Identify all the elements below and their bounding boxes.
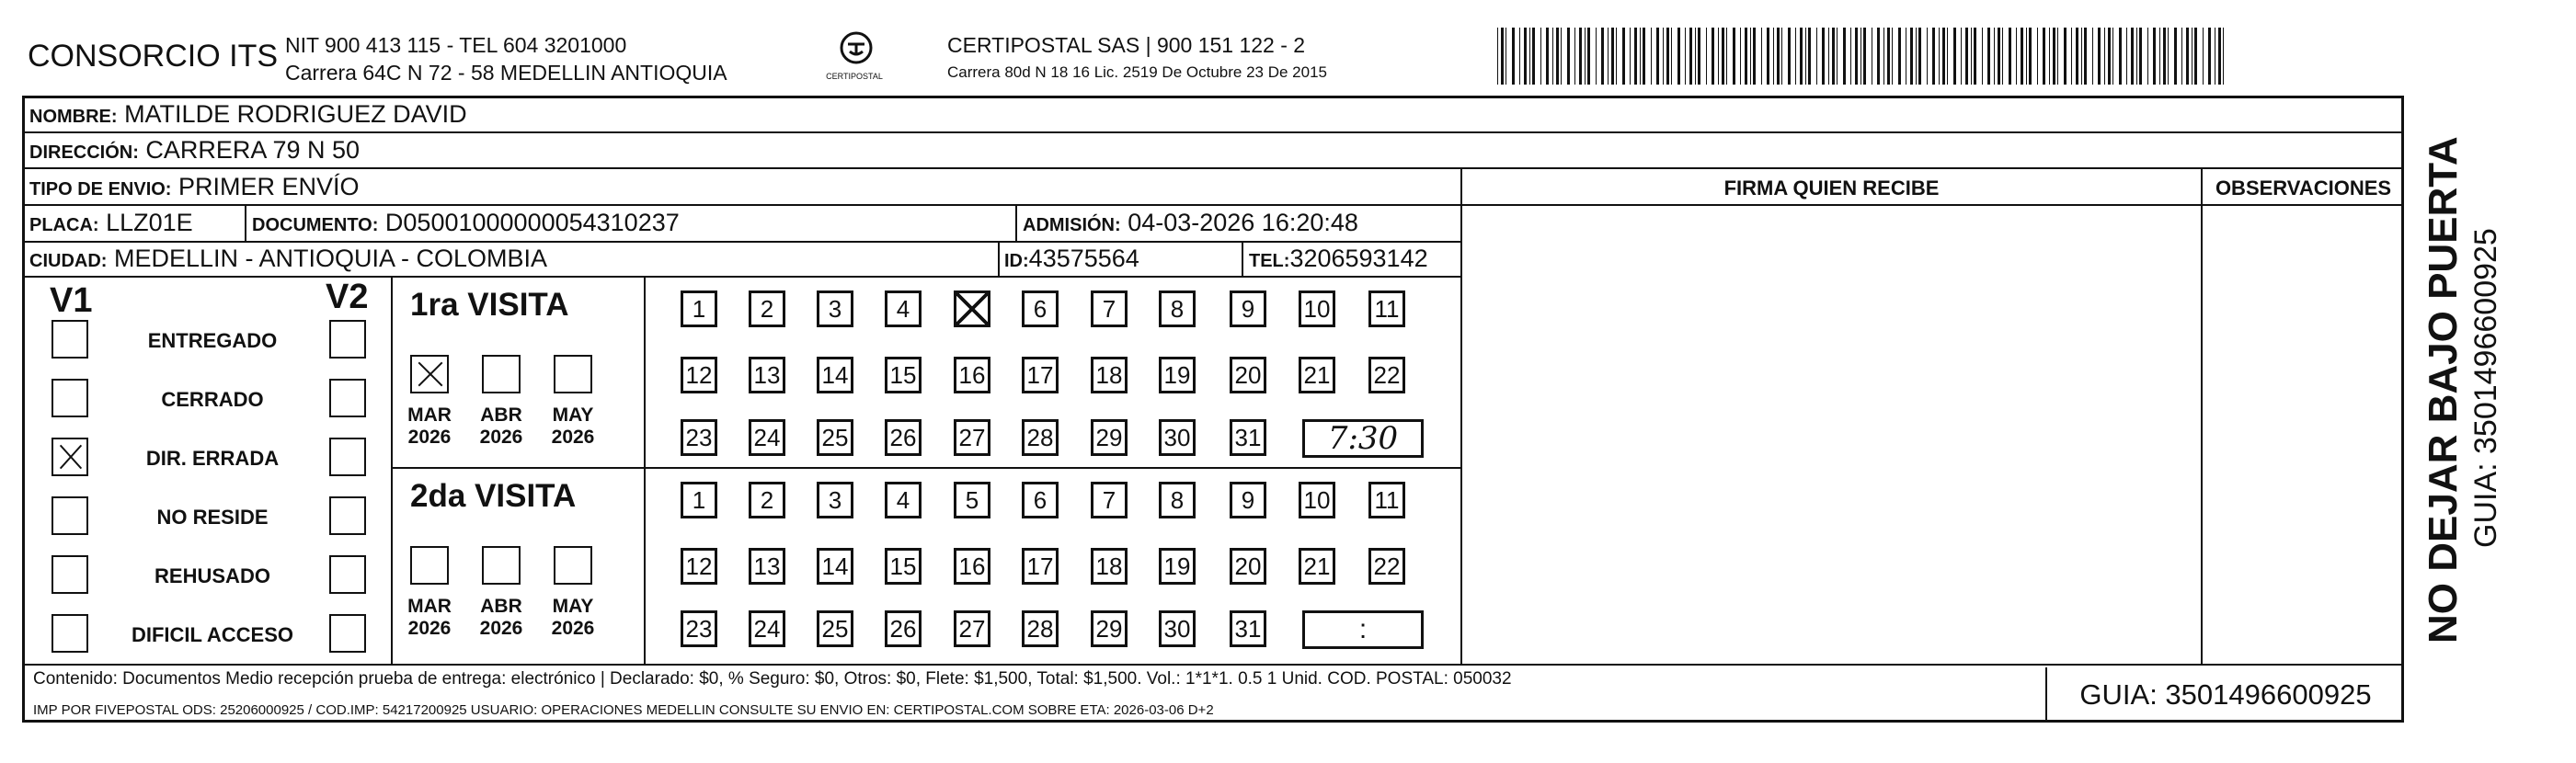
barcode-bar — [1745, 28, 1747, 85]
day-box[interactable]: 23 — [681, 419, 717, 456]
day-box[interactable]: 6 — [1022, 290, 1059, 327]
barcode-bar — [1524, 28, 1527, 85]
barcode-bar — [1651, 28, 1652, 85]
day-box[interactable]: 14 — [817, 357, 853, 393]
status-label: DIFICIL ACCESO — [131, 623, 293, 646]
barcode-bar — [1843, 28, 1846, 85]
month-label: MAY 2026 — [551, 596, 595, 639]
day-box[interactable]: 20 — [1230, 357, 1266, 393]
barcode-bar — [2043, 28, 2045, 85]
day-box[interactable]: 30 — [1159, 419, 1196, 456]
barcode-bar — [1953, 28, 1956, 85]
barcode-bar — [2186, 28, 2189, 85]
day-box[interactable]: 24 — [749, 419, 785, 456]
barcode-bar — [1689, 28, 1692, 85]
barcode-bar — [1712, 28, 1714, 85]
barcode-bar — [1733, 28, 1735, 85]
day-box[interactable]: 16 — [954, 548, 990, 585]
status-label: CERRADO — [161, 388, 264, 411]
id-row — [1004, 245, 1139, 273]
observaciones-header: OBSERVACIONES — [2215, 177, 2392, 199]
day-box[interactable]: 12 — [681, 548, 717, 585]
barcode-bar — [1910, 28, 1913, 85]
barcode-bar — [1671, 28, 1672, 85]
signature-area[interactable] — [1464, 206, 2198, 662]
barcode-bar — [2002, 28, 2003, 85]
barcode-bar — [1579, 28, 1582, 85]
day-box[interactable]: 30 — [1159, 610, 1196, 647]
barcode-bar — [1519, 28, 1520, 85]
ciudad-value: MEDELLIN - ANTIOQUIA - COLOMBIA — [113, 245, 548, 272]
id-label: ID: — [1004, 251, 1029, 271]
day-box[interactable]: 2 — [749, 482, 785, 518]
day-box[interactable]: 25 — [817, 610, 853, 647]
barcode-bar — [1666, 28, 1669, 85]
status-v1-checkbox[interactable] — [52, 438, 88, 476]
company-nit: NIT 900 413 115 - TEL 604 3201000 — [285, 33, 627, 57]
status-v2-checkbox[interactable] — [329, 379, 366, 417]
barcode-bar — [1622, 28, 1625, 85]
barcode-bar — [1832, 28, 1835, 85]
month-checkbox[interactable] — [554, 546, 592, 585]
barcode-bar — [1795, 28, 1796, 85]
footer-imp-line: IMP POR FIVEPOSTAL ODS: 25206000925 / COD.IMP: 54217200925 USUARIO: OPERACIONES MEDELLIN CONSULTE SU ENVIO EN: CERTIPOSTAL.COM SOBRE ETA: 2026-03-06 D+2 — [33, 702, 1214, 718]
day-box[interactable]: 23 — [681, 610, 717, 647]
barcode-bar — [1640, 28, 1641, 85]
barcode-bar — [1773, 28, 1774, 85]
day-box[interactable]: 8 — [1159, 290, 1196, 327]
barcode-bar — [2218, 28, 2221, 85]
barcode-bar — [1497, 28, 1498, 85]
barcode-bar — [2139, 28, 2142, 85]
day-box[interactable]: 18 — [1091, 357, 1128, 393]
barcode-bar — [1596, 28, 1597, 85]
barcode-bar — [1987, 28, 1990, 85]
day-box[interactable]: 6 — [1022, 482, 1059, 518]
side-warning: NO DEJAR BAJO PUERTA — [2421, 136, 2466, 643]
day-box[interactable]: 9 — [1230, 482, 1266, 518]
day-box[interactable]: 2 — [749, 290, 785, 327]
month-label: MAR 2026 — [407, 404, 452, 448]
day-box[interactable]: 27 — [954, 419, 990, 456]
barcode-bar — [1927, 28, 1928, 85]
day-box[interactable]: 16 — [954, 357, 990, 393]
day-box[interactable]: 1 — [681, 290, 717, 327]
barcode-bar — [1685, 28, 1686, 85]
barcode-bar — [1994, 28, 1995, 85]
documento-row — [252, 209, 680, 237]
barcode-bar — [1512, 28, 1515, 85]
footer-content-line: Contenido: Documentos Medio recepción prueba de entrega: electrónico | Declarado: $0, % Seguro: $0, Otros: $0, Flete: $1,500, Total: $1,500. Vol.: 1*1*1. 0.5 1 Unid. COD. POSTAL: 050032 — [33, 669, 1512, 689]
month-label: ABR 2026 — [479, 596, 523, 639]
barcode-bar — [2168, 28, 2169, 85]
placa-value: LLZ01E — [106, 209, 193, 236]
month-checkbox[interactable] — [554, 355, 592, 393]
day-box[interactable]: 28 — [1022, 610, 1059, 647]
barcode-bar — [1722, 28, 1724, 85]
day-box[interactable]: 12 — [681, 357, 717, 393]
day-box[interactable]: 29 — [1091, 419, 1128, 456]
day-box[interactable]: 15 — [885, 548, 922, 585]
barcode-bar — [1805, 28, 1806, 85]
visit-time-field[interactable]: : — [1302, 610, 1424, 649]
day-box[interactable]: 18 — [1091, 548, 1128, 585]
status-label: DIR. ERRADA — [145, 447, 280, 470]
barcode-bar — [1860, 28, 1861, 85]
certipostal-name: CERTIPOSTAL SAS | 900 151 122 - 2 — [947, 33, 1306, 57]
barcode-bar — [2126, 28, 2127, 85]
barcode-bar — [2026, 28, 2027, 85]
barcode-bar — [1634, 28, 1637, 85]
status-v1-checkbox[interactable] — [52, 320, 88, 359]
day-box[interactable]: 19 — [1159, 548, 1196, 585]
barcode-bar — [2174, 28, 2177, 85]
barcode-bar — [2147, 28, 2148, 85]
barcode-bar — [2037, 28, 2038, 85]
barcode-bar — [1567, 28, 1570, 85]
tel-value: 3206593142 — [1289, 245, 1428, 272]
barcode-bar — [1887, 28, 1890, 85]
barcode-bar — [2119, 28, 2122, 85]
barcode-bar — [1740, 28, 1741, 85]
day-box[interactable]: 31 — [1230, 610, 1266, 647]
company-address: Carrera 64C N 72 - 58 MEDELLIN ANTIOQUIA — [285, 61, 727, 85]
barcode-bar — [2029, 28, 2032, 85]
barcode-bar — [2084, 28, 2087, 85]
observations-area[interactable] — [2204, 206, 2402, 662]
side-guia: GUIA: 3501496600925 — [2468, 228, 2503, 548]
barcode-bar — [1883, 28, 1884, 85]
barcode-bar — [2181, 28, 2182, 85]
status-label: ENTREGADO — [147, 329, 278, 352]
status-label: NO RESIDE — [156, 506, 269, 529]
day-box[interactable]: 3 — [817, 482, 853, 518]
day-box[interactable]: 3 — [817, 290, 853, 327]
barcode-bar — [1942, 28, 1945, 85]
visit-title: 2da VISITA — [410, 478, 577, 514]
barcode-bar — [1677, 28, 1680, 85]
barcode-bar — [1698, 28, 1700, 85]
barcode-bar — [1643, 28, 1645, 85]
admision-row — [1023, 209, 1358, 237]
barcode-bar — [1777, 28, 1780, 85]
status-v1-checkbox[interactable] — [52, 614, 88, 653]
barcode-bar — [1877, 28, 1880, 85]
nombre-value: MATILDE RODRIGUEZ DAVID — [124, 100, 467, 128]
barcode-bar — [1808, 28, 1811, 85]
placa-label: PLACA: — [29, 215, 99, 235]
day-box[interactable] — [954, 290, 990, 327]
barcode-bar — [1837, 28, 1838, 85]
barcode — [1497, 28, 2229, 85]
barcode-bar — [2071, 28, 2072, 85]
barcode-bar — [1663, 28, 1664, 85]
barcode-bar — [2108, 28, 2111, 85]
documento-label: DOCUMENTO: — [252, 215, 379, 235]
day-box[interactable]: 10 — [1299, 482, 1335, 518]
month-label: MAY 2026 — [551, 404, 595, 448]
day-box[interactable]: 22 — [1368, 357, 1405, 393]
direccion-label: DIRECCIÓN: — [29, 142, 139, 163]
status-v2-checkbox[interactable] — [329, 320, 366, 359]
ciudad-label: CIUDAD: — [29, 251, 108, 271]
company-info — [285, 31, 727, 86]
barcode-bar — [1918, 28, 1921, 85]
day-box[interactable]: 1 — [681, 482, 717, 518]
day-box[interactable]: 17 — [1022, 357, 1059, 393]
admision-label: ADMISIÓN: — [1023, 215, 1121, 235]
barcode-bar — [1916, 28, 1917, 85]
status-label: REHUSADO — [155, 564, 270, 587]
barcode-bar — [2081, 28, 2082, 85]
direccion-row — [29, 136, 360, 165]
barcode-bar — [2131, 28, 2134, 85]
certipostal-info — [947, 31, 1327, 86]
barcode-bar — [2153, 28, 2156, 85]
firma-header: FIRMA QUIEN RECIBE — [1723, 177, 1940, 199]
documento-value: D05001000000054310237 — [384, 209, 680, 236]
barcode-bar — [2049, 28, 2050, 85]
barcode-bar — [1726, 28, 1727, 85]
day-box[interactable]: 17 — [1022, 548, 1059, 585]
placa-row — [29, 209, 193, 237]
barcode-bar — [2203, 28, 2204, 85]
barcode-bar — [1998, 28, 2000, 85]
barcode-bar — [1611, 28, 1614, 85]
barcode-bar — [2053, 28, 2055, 85]
day-box[interactable]: 14 — [817, 548, 853, 585]
barcode-bar — [1822, 28, 1825, 85]
day-box[interactable]: 22 — [1368, 548, 1405, 585]
barcode-bar — [1601, 28, 1604, 85]
barcode-bar — [1816, 28, 1817, 85]
barcode-bar — [1546, 28, 1549, 85]
day-box[interactable]: 31 — [1230, 419, 1266, 456]
tipo-envio-label: TIPO DE ENVIO: — [29, 179, 172, 199]
barcode-bar — [1781, 28, 1782, 85]
barcode-bar — [1750, 28, 1751, 85]
barcode-bar — [1971, 28, 1972, 85]
barcode-bar — [2092, 28, 2093, 85]
barcode-bar — [1587, 28, 1590, 85]
v2-header: V2 — [326, 278, 369, 316]
barcode-bar — [1552, 28, 1553, 85]
guia-number: GUIA: 3501496600925 — [2045, 667, 2404, 723]
barcode-bar — [1892, 28, 1893, 85]
day-box[interactable]: 10 — [1299, 290, 1335, 327]
day-box[interactable]: 7 — [1091, 482, 1128, 518]
barcode-bar — [1767, 28, 1769, 85]
barcode-bar — [1753, 28, 1756, 85]
barcode-bar — [1718, 28, 1719, 85]
barcode-bar — [1501, 28, 1504, 85]
barcode-bar — [1706, 28, 1707, 85]
day-box[interactable]: 27 — [954, 610, 990, 647]
barcode-bar — [1788, 28, 1791, 85]
barcode-bar — [1947, 28, 1948, 85]
day-box[interactable]: 5 — [954, 482, 990, 518]
direccion-value: CARRERA 79 N 50 — [145, 136, 361, 164]
day-box[interactable]: 24 — [749, 610, 785, 647]
tel-row — [1249, 245, 1428, 273]
barcode-bar — [1574, 28, 1575, 85]
barcode-bar — [1974, 28, 1976, 85]
barcode-bar — [1561, 28, 1562, 85]
barcode-bar — [2057, 28, 2058, 85]
day-box[interactable]: 21 — [1299, 357, 1335, 393]
day-box[interactable]: 7 — [1091, 290, 1128, 327]
month-checkbox[interactable] — [482, 355, 521, 393]
month-label: MAR 2026 — [407, 596, 452, 639]
day-box[interactable]: 4 — [885, 290, 922, 327]
visit-title: 1ra VISITA — [410, 287, 569, 323]
barcode-bar — [1898, 28, 1901, 85]
barcode-bar — [1695, 28, 1696, 85]
status-v2-checkbox[interactable] — [329, 438, 366, 476]
day-box[interactable]: 8 — [1159, 482, 1196, 518]
day-box[interactable]: 20 — [1230, 548, 1266, 585]
barcode-bar — [2064, 28, 2067, 85]
barcode-bar — [1616, 28, 1617, 85]
barcode-bar — [1855, 28, 1858, 85]
barcode-bar — [1828, 28, 1829, 85]
tipo-envio-value: PRIMER ENVÍO — [177, 173, 360, 200]
status-v2-checkbox[interactable] — [329, 614, 366, 653]
company-name: CONSORCIO ITS — [28, 39, 279, 74]
day-box[interactable]: 11 — [1368, 290, 1405, 327]
day-box[interactable]: 13 — [749, 548, 785, 585]
certipostal-license: Carrera 80d N 18 16 Lic. 2519 De Octubre 23 De 2015 — [947, 63, 1327, 81]
barcode-bar — [2021, 28, 2023, 85]
v1-header: V1 — [50, 281, 93, 320]
status-v2-checkbox[interactable] — [329, 555, 366, 594]
barcode-bar — [2112, 28, 2113, 85]
tel-label: TEL: — [1249, 251, 1290, 271]
barcode-bar — [2009, 28, 2011, 85]
nombre-row — [29, 100, 467, 129]
day-box[interactable]: 26 — [885, 610, 922, 647]
barcode-bar — [1532, 28, 1535, 85]
month-checkbox[interactable] — [410, 546, 449, 585]
status-v1-checkbox[interactable] — [52, 496, 88, 535]
barcode-bar — [1965, 28, 1968, 85]
day-box[interactable]: 11 — [1368, 482, 1405, 518]
barcode-bar — [1529, 28, 1530, 85]
barcode-bar — [1932, 28, 1935, 85]
barcode-bar — [1761, 28, 1762, 85]
barcode-bar — [1630, 28, 1631, 85]
barcode-bar — [2163, 28, 2166, 85]
barcode-bar — [2136, 28, 2137, 85]
barcode-bar — [1656, 28, 1659, 85]
barcode-bar — [1608, 28, 1609, 85]
barcode-bar — [1800, 28, 1803, 85]
id-value: 43575564 — [1028, 245, 1139, 272]
barcode-bar — [2098, 28, 2101, 85]
logo-caption: CERTIPOSTAL — [826, 72, 883, 81]
admision-value: 04-03-2026 16:20:48 — [1128, 209, 1358, 236]
day-box[interactable]: 13 — [749, 357, 785, 393]
month-checkbox[interactable] — [482, 546, 521, 585]
month-label: ABR 2026 — [479, 404, 523, 448]
barcode-bar — [2104, 28, 2105, 85]
nombre-label: NOMBRE: — [29, 107, 118, 127]
day-box[interactable]: 4 — [885, 482, 922, 518]
barcode-bar — [1850, 28, 1851, 85]
day-box[interactable]: 28 — [1022, 419, 1059, 456]
barcode-bar — [1939, 28, 1940, 85]
barcode-bar — [1556, 28, 1559, 85]
barcode-bar — [2016, 28, 2017, 85]
barcode-bar — [1585, 28, 1586, 85]
day-box[interactable]: 9 — [1230, 290, 1266, 327]
barcode-bar — [1961, 28, 1962, 85]
barcode-bar — [2159, 28, 2160, 85]
barcode-bar — [2194, 28, 2197, 85]
barcode-bar — [2076, 28, 2078, 85]
status-v1-checkbox[interactable] — [52, 555, 88, 594]
day-box[interactable]: 25 — [817, 419, 853, 456]
barcode-bar — [1540, 28, 1541, 85]
month-checkbox[interactable] — [410, 355, 449, 393]
day-box[interactable]: 26 — [885, 419, 922, 456]
barcode-bar — [2223, 28, 2224, 85]
day-box[interactable]: 15 — [885, 357, 922, 393]
status-v1-checkbox[interactable] — [52, 379, 88, 417]
visit-time-field[interactable]: 7:30 — [1302, 419, 1424, 458]
day-box[interactable]: 29 — [1091, 610, 1128, 647]
barcode-bar — [1863, 28, 1866, 85]
day-box[interactable]: 21 — [1299, 548, 1335, 585]
tipo-envio-row — [29, 173, 360, 201]
status-v2-checkbox[interactable] — [329, 496, 366, 535]
barcode-bar — [1982, 28, 1983, 85]
day-box[interactable]: 19 — [1159, 357, 1196, 393]
ciudad-row — [29, 245, 547, 273]
barcode-bar — [2208, 28, 2211, 85]
